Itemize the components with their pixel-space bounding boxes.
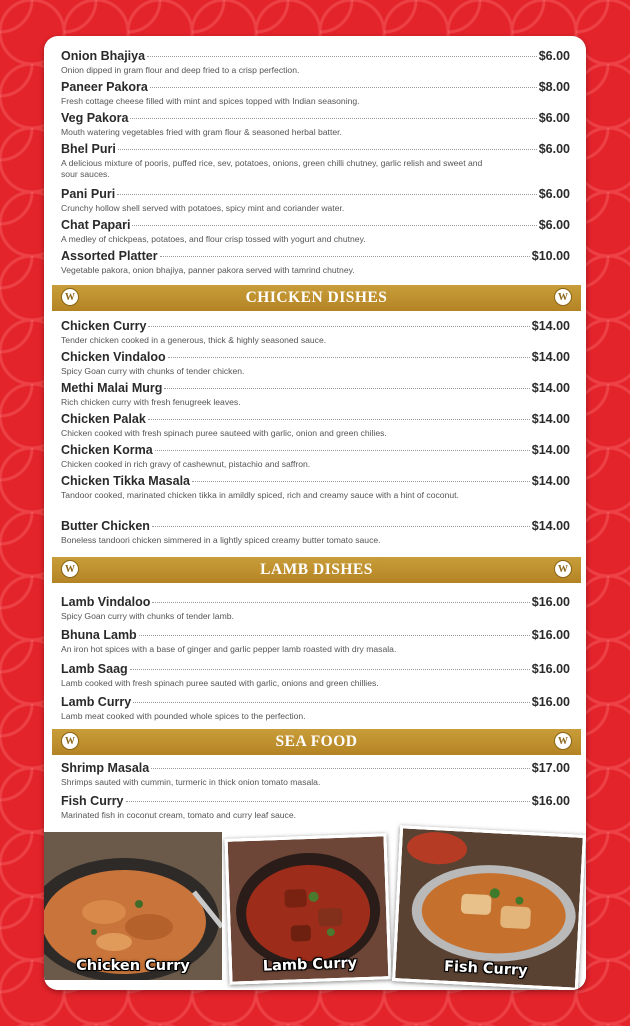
- leader-dots: [132, 225, 536, 226]
- leader-dots: [130, 118, 536, 119]
- photo-label: Fish Curry: [443, 958, 528, 980]
- section-banner-lamb: [52, 557, 581, 583]
- item-price: $14.00: [531, 443, 570, 457]
- menu-item: [61, 142, 570, 180]
- menu-item: [61, 249, 570, 276]
- menu-item: [61, 80, 570, 107]
- photo-chicken-curry: [44, 832, 222, 980]
- item-name: Chicken Palak: [61, 412, 146, 426]
- menu-card: [44, 36, 586, 990]
- leader-dots: [152, 602, 529, 603]
- item-description: Fresh cottage cheese filled with mint and spices topped with Indian seasoning.: [61, 96, 360, 106]
- menu-item: [61, 474, 570, 501]
- item-name: Pani Puri: [61, 187, 116, 201]
- item-description: Lamb cooked with fresh spinach puree sauted with garlic, onions and green chillies.: [61, 678, 379, 688]
- menu-item: [61, 761, 570, 788]
- food-photo-strip: [44, 826, 586, 990]
- leader-dots: [151, 768, 530, 769]
- item-description: A medley of chickpeas, potatoes, and flour crisp tossed with yogurt and chutney.: [61, 234, 366, 244]
- item-price: $14.00: [531, 519, 570, 533]
- item-description: Shrimps sauted with cummin, turmeric in thick onion tomato masala.: [61, 777, 321, 787]
- logo-emblem-icon: W: [554, 732, 572, 750]
- item-name: Bhuna Lamb: [61, 628, 137, 642]
- leader-dots: [117, 194, 537, 195]
- menu-item: [61, 187, 570, 214]
- item-price: $8.00: [538, 80, 570, 94]
- leader-dots: [148, 419, 530, 420]
- logo-emblem-icon: W: [554, 288, 572, 306]
- menu-item: [61, 218, 570, 245]
- leader-dots: [133, 702, 530, 703]
- item-price: $6.00: [538, 111, 570, 125]
- leader-dots: [147, 56, 537, 57]
- photo-lamb-curry: [225, 833, 392, 985]
- menu-item: [61, 412, 570, 439]
- item-description: Spicy Goan curry with chunks of tender lamb.: [61, 611, 234, 621]
- menu-item: [61, 350, 570, 377]
- menu-item: [61, 695, 570, 722]
- item-price: $16.00: [531, 794, 570, 808]
- item-price: $6.00: [538, 187, 570, 201]
- item-price: $14.00: [531, 474, 570, 488]
- leader-dots: [164, 388, 529, 389]
- item-description: Chicken cooked with fresh spinach puree sauteed with garlic, onion and green chilies.: [61, 428, 387, 438]
- item-price: $6.00: [538, 218, 570, 232]
- logo-emblem-icon: W: [554, 560, 572, 578]
- item-price: $14.00: [531, 319, 570, 333]
- leader-dots: [155, 450, 530, 451]
- item-name: Shrimp Masala: [61, 761, 150, 775]
- item-price: $14.00: [531, 381, 570, 395]
- item-description: Tender chicken cooked in a generous, thick & highly seasoned sauce.: [61, 335, 327, 345]
- menu-item: [61, 794, 570, 821]
- menu-item: [61, 595, 570, 622]
- photo-label: Lamb Curry: [262, 955, 358, 975]
- item-price: $16.00: [531, 595, 570, 609]
- item-price: $14.00: [531, 412, 570, 426]
- item-price: $10.00: [531, 249, 570, 263]
- menu-item: [61, 111, 570, 138]
- item-description: Vegetable pakora, onion bhajiya, panner pakora served with tamrind chutney.: [61, 265, 355, 275]
- leader-dots: [160, 256, 530, 257]
- item-name: Lamb Saag: [61, 662, 128, 676]
- leader-dots: [192, 481, 530, 482]
- item-name: Fish Curry: [61, 794, 124, 808]
- leader-dots: [168, 357, 530, 358]
- item-name: Chicken Vindaloo: [61, 350, 166, 364]
- item-description: A delicious mixture of pooris, puffed rice, sev, potatoes, onions, green chilli chutney, garlic relish and sweet and sour sauces.: [61, 158, 483, 179]
- item-description: Onion dipped in gram flour and deep fried to a crisp perfection.: [61, 65, 300, 75]
- menu-item: [61, 662, 570, 689]
- leader-dots: [150, 87, 537, 88]
- section-title: LAMB DISHES: [260, 561, 373, 578]
- menu-item: [61, 628, 570, 655]
- logo-emblem-icon: W: [61, 560, 79, 578]
- item-name: Paneer Pakora: [61, 80, 148, 94]
- item-name: Chicken Korma: [61, 443, 153, 457]
- item-name: Lamb Vindaloo: [61, 595, 151, 609]
- logo-emblem-icon: W: [61, 732, 79, 750]
- item-name: Methi Malai Murg: [61, 381, 163, 395]
- item-name: Onion Bhajiya: [61, 49, 146, 63]
- item-name: Chicken Tikka Masala: [61, 474, 191, 488]
- item-price: $6.00: [538, 49, 570, 63]
- logo-emblem-icon: W: [61, 288, 79, 306]
- item-price: $16.00: [531, 695, 570, 709]
- menu-item: [61, 49, 570, 76]
- leader-dots: [152, 526, 530, 527]
- section-banner-seafood: [52, 729, 581, 755]
- item-description: Marinated fish in coconut cream, tomato and curry leaf sauce.: [61, 810, 297, 820]
- item-price: $6.00: [538, 142, 570, 156]
- item-price: $16.00: [531, 628, 570, 642]
- item-description: Tandoor cooked, marinated chicken tikka in amildly spiced, rich and creamy sauce with a hint of coconut.: [61, 490, 459, 500]
- leader-dots: [148, 326, 529, 327]
- item-description: Crunchy hollow shell served with potatoes, spicy mint and coriander water.: [61, 203, 345, 213]
- leader-dots: [130, 669, 530, 670]
- item-name: Chicken Curry: [61, 319, 147, 333]
- section-title: CHICKEN DISHES: [245, 289, 388, 306]
- leader-dots: [118, 149, 537, 150]
- item-name: Assorted Platter: [61, 249, 158, 263]
- item-price: $14.00: [531, 350, 570, 364]
- item-price: $16.00: [531, 662, 570, 676]
- menu-item: [61, 443, 570, 470]
- photo-fish-curry: [392, 825, 586, 990]
- item-description: Boneless tandoori chicken simmered in a lightly spiced creamy butter tomato sauce.: [61, 535, 381, 545]
- item-name: Chat Papari: [61, 218, 131, 232]
- item-description: Mouth watering vegetables fried with gram flour & seasoned herbal batter.: [61, 127, 342, 137]
- menu-item: [61, 319, 570, 346]
- item-description: An iron hot spices with a base of ginger and garlic pepper lamb roasted with dry masala.: [61, 644, 397, 654]
- menu-item: [61, 519, 570, 546]
- item-description: Rich chicken curry with fresh fenugreek leaves.: [61, 397, 241, 407]
- section-title: SEA FOOD: [275, 733, 358, 750]
- leader-dots: [126, 801, 530, 802]
- item-price: $17.00: [531, 761, 570, 775]
- item-name: Veg Pakora: [61, 111, 129, 125]
- item-name: Butter Chicken: [61, 519, 150, 533]
- item-description: Lamb meat cooked with pounded whole spices to the perfection.: [61, 711, 306, 721]
- item-description: Spicy Goan curry with chunks of tender chicken.: [61, 366, 245, 376]
- section-banner-chicken: [52, 285, 581, 311]
- leader-dots: [139, 635, 530, 636]
- item-description: Chicken cooked in rich gravy of cashewnut, pistachio and saffron.: [61, 459, 311, 469]
- item-name: Bhel Puri: [61, 142, 116, 156]
- item-name: Lamb Curry: [61, 695, 132, 709]
- menu-item: [61, 381, 570, 408]
- photo-label: Chicken Curry: [76, 958, 190, 974]
